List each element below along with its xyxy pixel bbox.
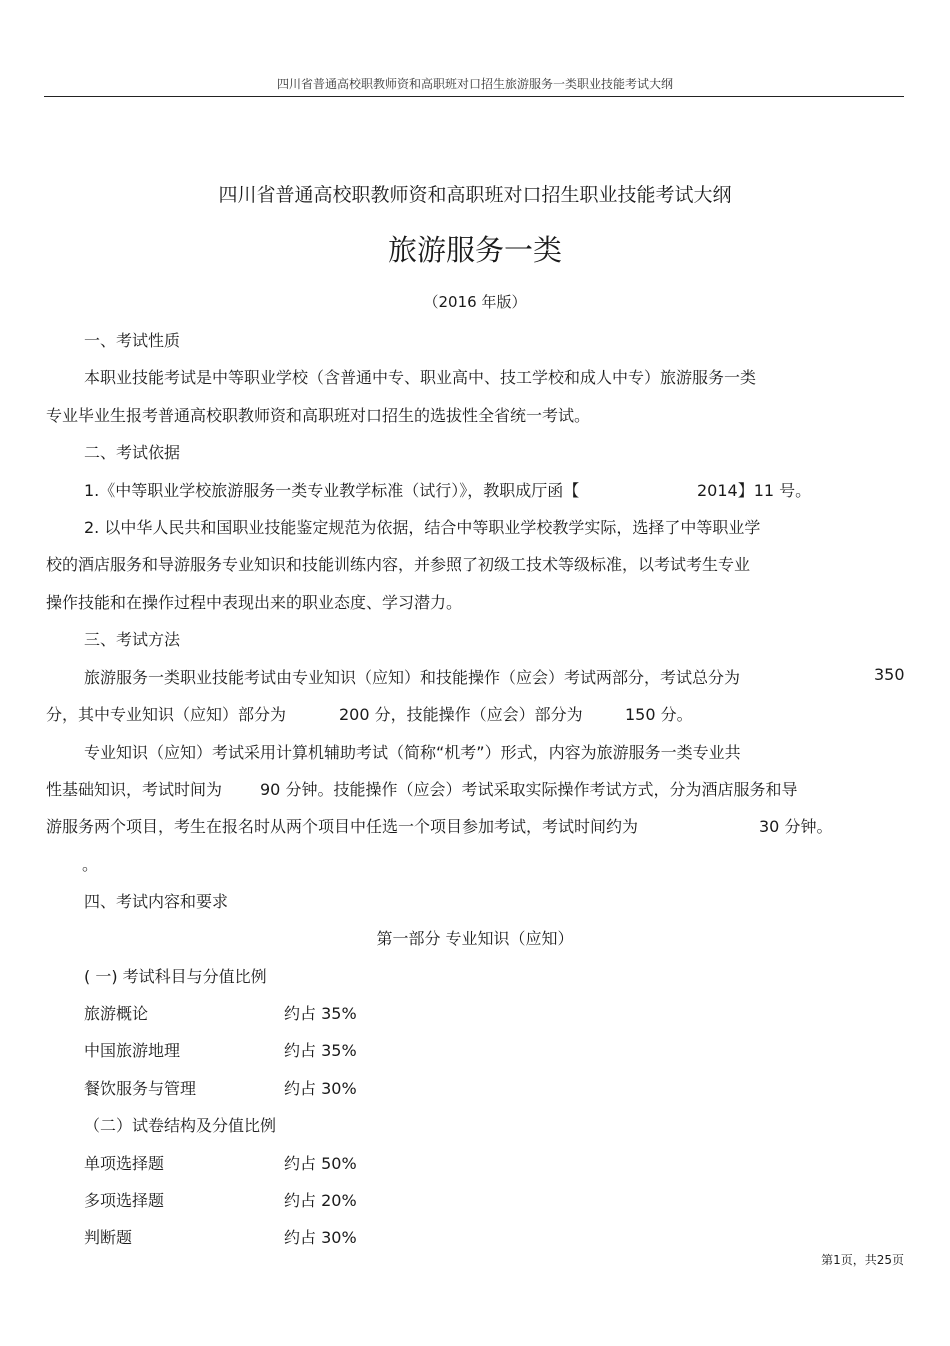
paragraph-line: 2. 以中华人民共和国职业技能鉴定规范为依据，结合中等职业学校教学实际，选择了中等职业学 [84,518,761,537]
section-heading-method: 三、考试方法 [84,630,181,649]
paragraph-line: 200 分，技能操作（应会）部分为 [339,705,583,724]
subject-share: 约占 35% [284,1004,357,1023]
paragraph-line: 2014】11 号。 [697,481,812,500]
question-type-share: 约占 30% [284,1228,357,1247]
paragraph-line: 30 分钟。 [759,817,833,836]
part-title: 第一部分 专业知识（应知） [376,929,574,948]
document-edition: （2016 年版） [423,293,527,311]
paragraph-line: 90 分钟。技能操作（应会）考试采取实际操作考试方式，分为酒店服务和导 [260,780,798,799]
subsection-heading-structure: （二）试卷结构及分值比例 [84,1116,277,1135]
paragraph-line: 本职业技能考试是中等职业学校（含普通中专、职业高中、技工学校和成人中专）旅游服务一类 [84,368,757,387]
paragraph-line: 旅游服务一类职业技能考试由专业知识（应知）和技能操作（应会）考试两部分，考试总分为 [84,668,741,687]
paragraph-line: 游服务两个项目，考生在报名时从两个项目中任选一个项目参加考试，考试时间约为 [46,817,639,836]
paragraph-line: 操作技能和在操作过程中表现出来的职业态度、学习潜力。 [46,593,463,612]
paragraph-line: 专业毕业生报考普通高校职教师资和高职班对口招生的选拔性全省统一考试。 [46,406,591,425]
subject-name: 旅游概论 [84,1004,149,1023]
paragraph-line: 专业知识（应知）考试采用计算机辅助考试（简称“机考”）形式，内容为旅游服务一类专业共 [84,743,741,762]
question-type-name: 多项选择题 [84,1191,165,1210]
running-header: 四川省普通高校职教师资和高职班对口招生旅游服务一类职业技能考试大纲 [276,77,673,91]
paragraph-line: 校的酒店服务和导游服务专业知识和技能训练内容，并参照了初级工技术等级标准，以考试考生专业 [46,555,751,574]
paragraph-line: 性基础知识，考试时间为 [46,780,223,799]
question-type-name: 单项选择题 [84,1154,165,1173]
header-rule [44,96,904,97]
paragraph-line: 1.《中等职业学校旅游服务一类专业教学标准（试行）》，教职成厅函【 [84,481,580,500]
subject-name: 中国旅游地理 [84,1041,181,1060]
question-type-name: 判断题 [84,1228,133,1247]
document-title: 四川省普通高校职教师资和高职班对口招生职业技能考试大纲 [218,184,732,206]
question-type-share: 约占 20% [284,1191,357,1210]
subject-name: 餐饮服务与管理 [84,1079,197,1098]
subject-share: 约占 35% [284,1041,357,1060]
section-heading-nature: 一、考试性质 [84,331,181,350]
page-number: 第1页，共25页 [821,1253,904,1267]
question-type-share: 约占 50% [284,1154,357,1173]
section-heading-content: 四、考试内容和要求 [84,892,229,911]
document-subtitle: 旅游服务一类 [387,233,562,267]
paragraph-line: 。 [82,855,99,874]
subsection-heading-subjects: ( 一) 考试科目与分值比例 [84,967,267,986]
section-heading-basis: 二、考试依据 [84,443,181,462]
subject-share: 约占 30% [284,1079,357,1098]
paragraph-line: 分，其中专业知识（应知）部分为 [46,705,287,724]
paragraph-line: 150 分。 [625,705,693,724]
paragraph-line: 350 [874,665,905,684]
